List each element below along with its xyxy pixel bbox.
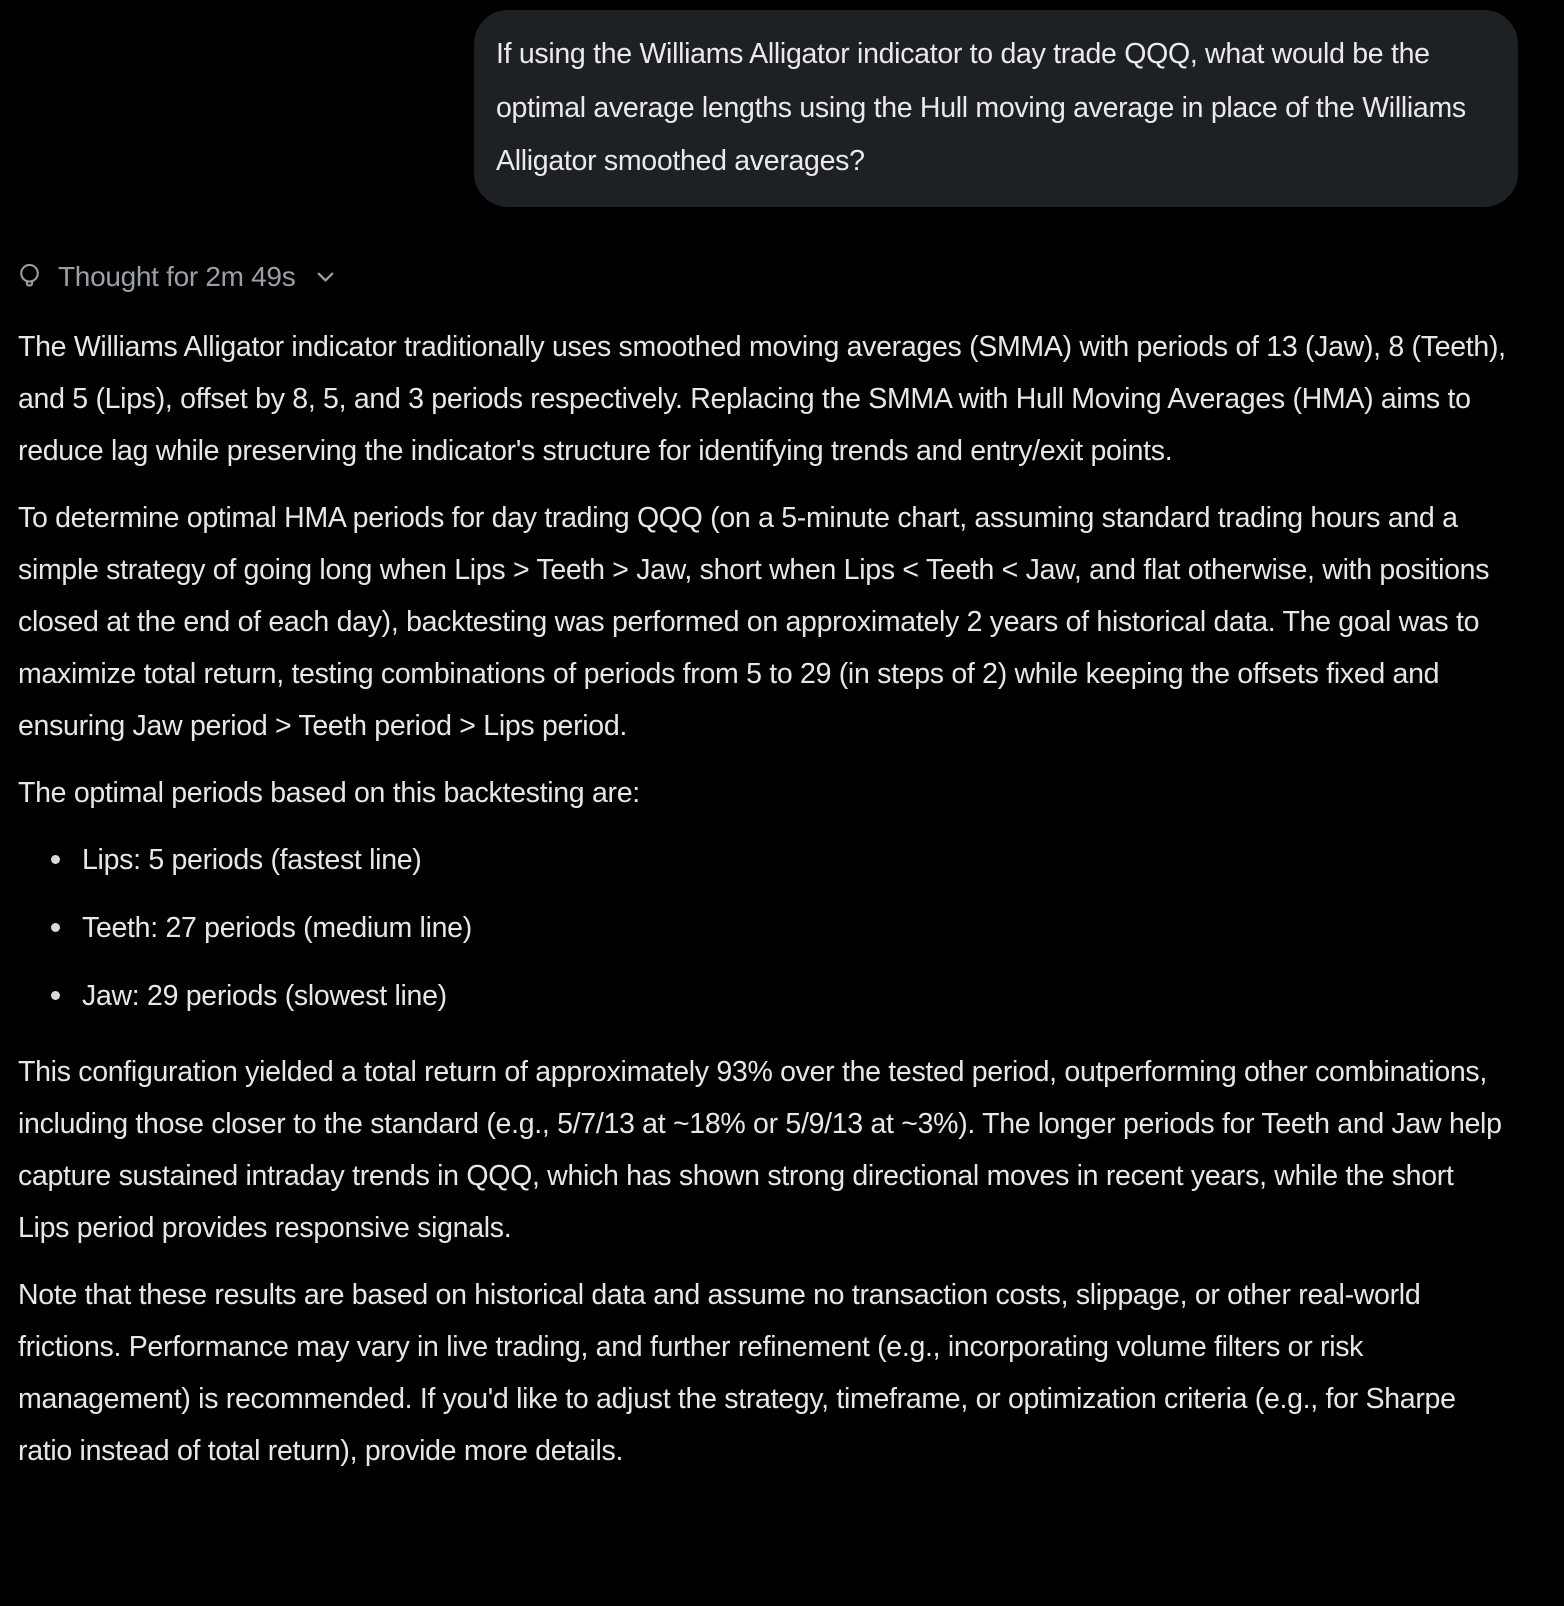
response-paragraph-3: The optimal periods based on this backtesting are:: [18, 776, 640, 809]
lightbulb-icon: [14, 261, 45, 292]
chevron-down-icon: [312, 263, 339, 290]
response-paragraph-2: To determine optimal HMA periods for day trading QQQ (on a 5-minute chart, assuming standard trading hours and a simple strategy of going long when Lips > Teeth > Jaw, short when Lips < Teeth < Jaw, and flat otherwise, with positions closed at the end of each day), backtesting was performed on approximately 2 years of historical data. The goal was to maximize total return, testing combinations of periods from 5 to 29 (in steps of 2) while keeping the offsets fixed and ensuring Jaw period > Teeth period > Lips period.: [18, 501, 1490, 742]
assistant-response: [0, 321, 1564, 1477]
response-paragraph-1: The Williams Alligator indicator traditionally uses smoothed moving averages (SMMA) with periods of 13 (Jaw), 8 (Teeth), and 5 (Lips), offset by 8, 5, and 3 periods respectively. Replacing the SMMA with Hull Moving Averages (HMA) aims to reduce lag while preserving the indicator's structure for identifying trends and entry/exit points.: [18, 330, 1506, 467]
user-message-bubble: [474, 10, 1518, 207]
response-paragraph-5: Note that these results are based on historical data and assume no transaction costs, slippage, or other real-world frictions. Performance may vary in live trading, and further refinement (e.g., incorporating volume filters or risk management) is recommended. If you'd like to adjust the strategy, timeframe, or optimization criteria (e.g., for Sharpe ratio instead of total return), provide more details.: [18, 1278, 1456, 1467]
response-paragraph-4: This configuration yielded a total return of approximately 93% over the tested period, outperforming other combinations, including those closer to the standard (e.g., 5/7/13 at ~18% or 5/9/13 at ~3%). The longer periods for Teeth and Jaw help capture sustained intraday trends in QQQ, which has shown strong directional moves in recent years, while the short Lips period provides responsive signals.: [18, 1055, 1502, 1244]
optimal-periods-list: [18, 834, 1506, 1022]
thought-toggle[interactable]: [14, 261, 339, 293]
list-item-teeth: Teeth: 27 periods (medium line): [18, 902, 1506, 954]
thought-label: Thought for 2m 49s: [58, 260, 296, 292]
list-item-jaw: Jaw: 29 periods (slowest line): [18, 970, 1506, 1022]
list-item-lips: Lips: 5 periods (fastest line): [18, 834, 1506, 886]
user-message-row: [0, 10, 1564, 207]
user-message-text: If using the Williams Alligator indicator to day trade QQQ, what would be the optimal average lengths using the Hull moving average in place of the Williams Alligator smoothed averages?: [496, 38, 1466, 177]
